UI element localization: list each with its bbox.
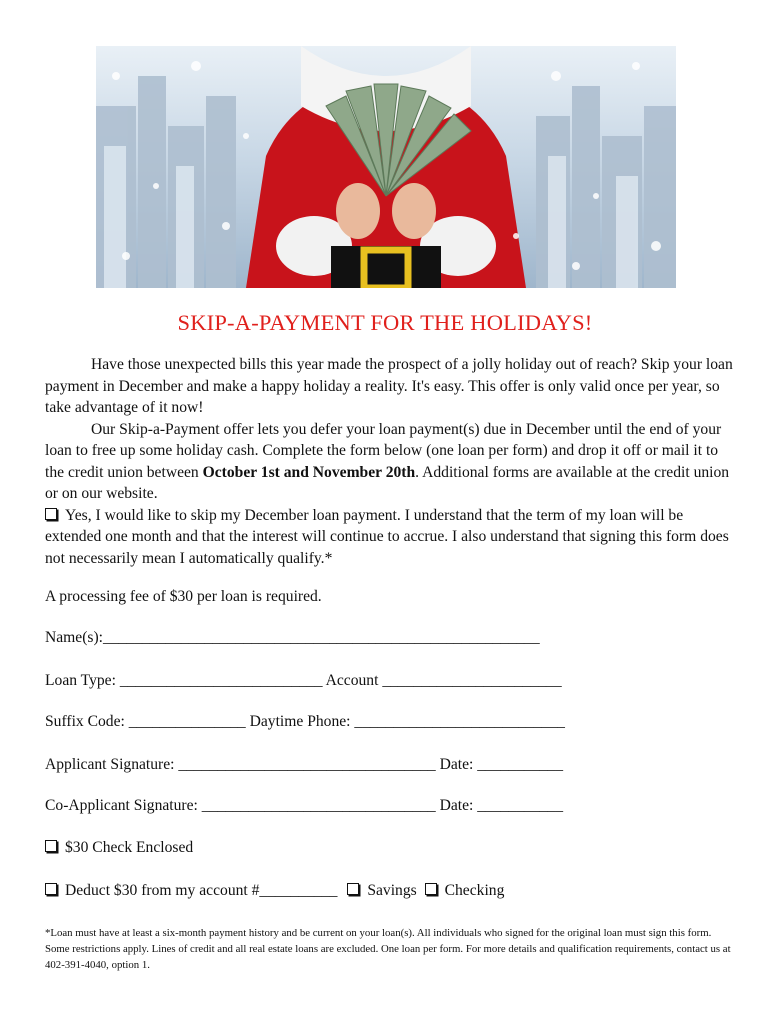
santa-illustration [96, 46, 676, 288]
check-enclosed-label: $30 Check Enclosed [65, 839, 194, 856]
deduct-option[interactable] [45, 882, 504, 900]
agreement-text: Yes, I would like to skip my December loan payment. I understand that the term of my loan will be extended one month and that the interest will continue to accrue. I also understand that signing this form does not necessarily mean I automatically qualify.* [45, 506, 729, 567]
intro-text [45, 354, 735, 569]
intro-paragraph: Have those unexpected bills this year made the prospect of a jolly holiday out of reach? Skip your loan payment in December and make a happy holiday a reality. It's easy. This offer is only valid once per year, so take advantage of it now! [45, 356, 733, 416]
footnote: *Loan must have at least a six-month payment history and be current on your loan(s). All individuals who signed for the original loan must sign this form. Some restrictions apply. Lines of credit and all real estate loans are excluded. One loan per form. For more details and qualification requirements, contact us at 402-391-4040, option 1. [45, 927, 731, 971]
coapplicant-signature-field[interactable]: Co-Applicant Signature: ______________________________ Date: ___________ [45, 797, 564, 814]
loan-type-account-field[interactable]: Loan Type: __________________________ Account _______________________ [45, 672, 562, 689]
offer-text-end: . Additional forms are available at the credit union or on our website. [45, 463, 730, 502]
savings-checkbox[interactable] [347, 883, 359, 895]
agreement-paragraph [45, 505, 735, 570]
agreement-checkbox[interactable] [45, 508, 57, 520]
deduct-checkbox[interactable] [45, 883, 57, 895]
offer-dates: October 1st and November 20th [202, 463, 416, 481]
santa-hero-image [96, 46, 676, 288]
check-enclosed-option[interactable] [45, 839, 193, 857]
checking-label: Checking [444, 882, 505, 899]
check-enclosed-checkbox[interactable] [45, 840, 57, 852]
suffix-phone-field[interactable]: Suffix Code: _______________ Daytime Phone: ___________________________ [45, 713, 565, 730]
offer-text: Our Skip-a-Payment offer lets you defer your loan payment(s) due in December until the end of your loan to free up some holiday cash. Complete the form below (one loan per form) and drop it off or mail it to the credit union between [45, 420, 722, 481]
checking-checkbox[interactable] [425, 883, 437, 895]
offer-paragraph [45, 419, 735, 505]
deduct-label: Deduct $30 from my account #__________ [65, 882, 338, 899]
names-field[interactable]: Name(s):________________________________________________________ [45, 629, 540, 646]
page-title: SKIP-A-PAYMENT FOR THE HOLIDAYS! [177, 310, 593, 335]
fee-text: A processing fee of $30 per loan is required. [45, 588, 322, 605]
applicant-signature-field[interactable]: Applicant Signature: _________________________________ Date: ___________ [45, 756, 564, 773]
savings-label: Savings [367, 882, 417, 899]
